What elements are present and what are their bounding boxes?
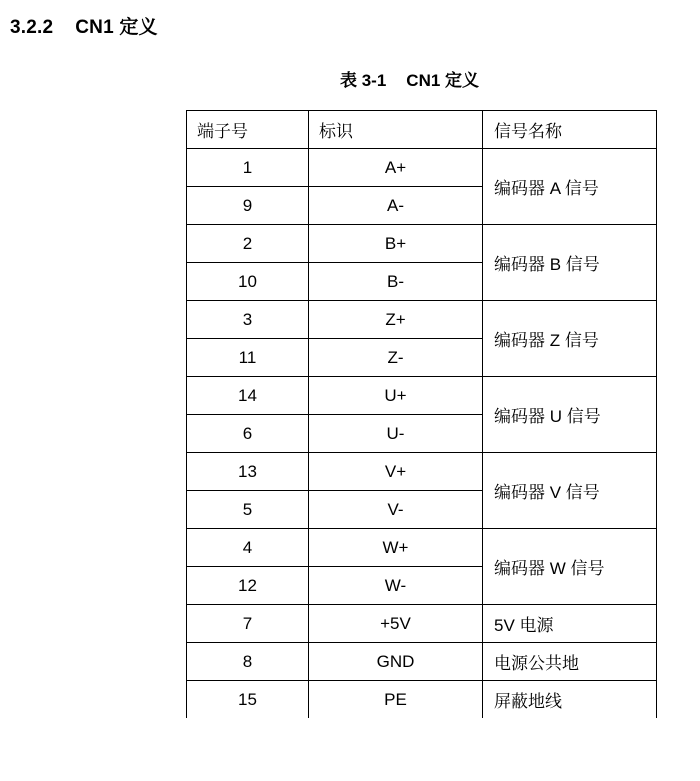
table-caption xyxy=(340,66,479,91)
section-number: 3.2.2 xyxy=(10,17,54,38)
section-title: CN1 定义 xyxy=(75,17,158,38)
table-row xyxy=(187,225,657,263)
mark-cell: U- xyxy=(309,415,483,453)
section-heading xyxy=(10,12,158,39)
table-caption-title: CN1 定义 xyxy=(406,71,480,90)
mark-cell: GND xyxy=(309,643,483,681)
header-mark: 标识 xyxy=(309,111,483,149)
pin-cell: 2 xyxy=(187,225,309,263)
mark-cell: A+ xyxy=(309,149,483,187)
pin-cell: 15 xyxy=(187,681,309,719)
mark-cell: +5V xyxy=(309,605,483,643)
mark-cell: B- xyxy=(309,263,483,301)
table-row xyxy=(187,681,657,719)
table-row xyxy=(187,149,657,187)
signal-cell: 编码器 A 信号 xyxy=(483,149,657,225)
pin-cell: 1 xyxy=(187,149,309,187)
table-caption-label: 表 3-1 xyxy=(340,71,387,90)
mark-cell: A- xyxy=(309,187,483,225)
signal-cell: 编码器 U 信号 xyxy=(483,377,657,453)
signal-cell: 编码器 W 信号 xyxy=(483,529,657,605)
pin-cell: 11 xyxy=(187,339,309,377)
pin-cell: 4 xyxy=(187,529,309,567)
mark-cell: V- xyxy=(309,491,483,529)
pin-cell: 7 xyxy=(187,605,309,643)
signal-cell: 编码器 B 信号 xyxy=(483,225,657,301)
mark-cell: U+ xyxy=(309,377,483,415)
table-row xyxy=(187,605,657,643)
mark-cell: V+ xyxy=(309,453,483,491)
pin-cell: 3 xyxy=(187,301,309,339)
table-header-row xyxy=(187,111,657,149)
header-pin: 端子号 xyxy=(187,111,309,149)
pin-cell: 6 xyxy=(187,415,309,453)
signal-cell: 电源公共地 xyxy=(483,643,657,681)
mark-cell: PE xyxy=(309,681,483,719)
pin-cell: 14 xyxy=(187,377,309,415)
signal-cell: 编码器 V 信号 xyxy=(483,453,657,529)
mark-cell: W+ xyxy=(309,529,483,567)
header-signal: 信号名称 xyxy=(483,111,657,149)
mark-cell: B+ xyxy=(309,225,483,263)
pin-cell: 8 xyxy=(187,643,309,681)
mark-cell: Z- xyxy=(309,339,483,377)
table-row xyxy=(187,377,657,415)
pin-cell: 12 xyxy=(187,567,309,605)
cn1-pin-table xyxy=(186,110,657,718)
mark-cell: W- xyxy=(309,567,483,605)
pin-cell: 9 xyxy=(187,187,309,225)
table-row xyxy=(187,453,657,491)
table-row xyxy=(187,301,657,339)
pin-cell: 5 xyxy=(187,491,309,529)
mark-cell: Z+ xyxy=(309,301,483,339)
pin-cell: 13 xyxy=(187,453,309,491)
pin-cell: 10 xyxy=(187,263,309,301)
signal-cell: 编码器 Z 信号 xyxy=(483,301,657,377)
signal-cell: 5V 电源 xyxy=(483,605,657,643)
table-row xyxy=(187,643,657,681)
table-row xyxy=(187,529,657,567)
signal-cell: 屏蔽地线 xyxy=(483,681,657,719)
